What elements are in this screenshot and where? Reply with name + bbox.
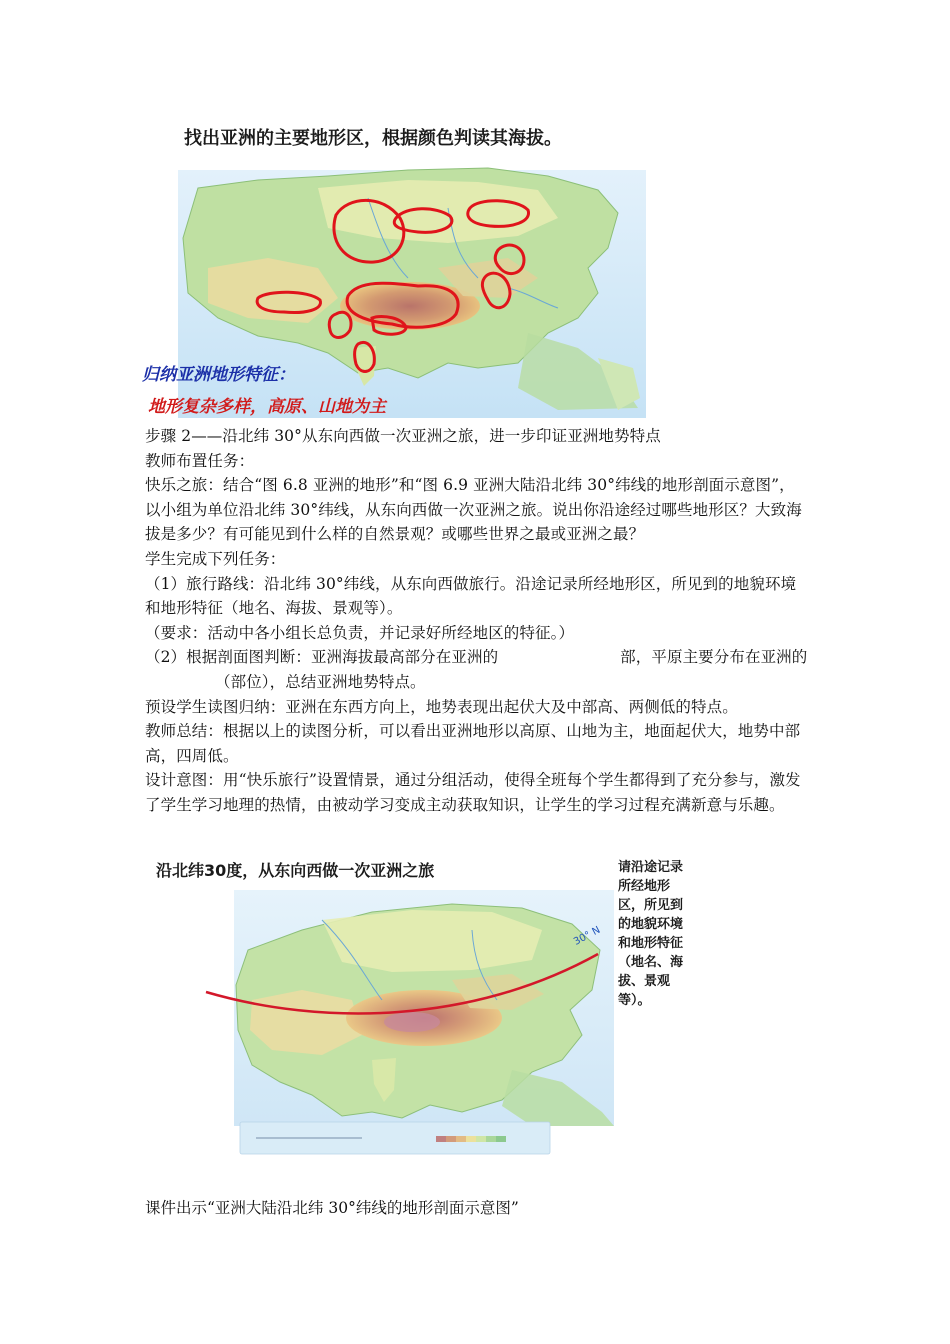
task-requirement: （要求：活动中各小组长总负责，并记录好所经地区的特征。） [145,623,575,642]
task-item-2-part-b: 部，平原主要分布在亚洲的 [620,648,808,667]
teacher-summary-paragraph: 教师总结：根据以上的读图分析，可以看出亚洲地形以高原、山地为主，地面起伏大，地势中部高，四周低。 [145,722,801,765]
figure1-summary-text: 地形复杂多样，高原、山地为主 [148,397,386,417]
student-task-label: 学生完成下列任务： [145,549,286,568]
happy-trip-paragraph: 快乐之旅：结合“图 6.8 亚洲的地形”和“图 6.9 亚洲大陆沿北纬 30°纬线的地形剖面示意图”，以小组为单位沿北纬 30°纬线，从东向西做一次亚洲之旅。说出你沿途经过哪些地形区？大致海拔是多少？有可能见到什么样的自然景观？或哪些世界之最或亚洲之最？ [145,476,802,544]
preset-paragraph: 预设学生读图归纳：亚洲在东西方向上，地势表现出起伏大及中部高、两侧低的特点。 [145,697,738,716]
task-item-2-part-a: （2）根据剖面图判断：亚洲海拔最高部分在亚洲的 [145,648,499,667]
figure1-summary-title: 归纳亚洲地形特征： [142,365,295,385]
latitude-label: 30° N [572,924,603,948]
figure2-side-note: 请沿途记录所经地形区，所见到的地貌环境和地形特征（地名、海拔、景观等）。 [618,860,684,1008]
design-intent-paragraph: 设计意图：用“快乐旅行”设置情景，通过分组活动，使得全班每个学生都得到了充分参与，激发了学生学习地理的热情，由被动学习变成主动获取知识，让学生的学习过程充满新意与乐趣。 [145,771,801,814]
task-item-2-part-c: （部位），总结亚洲地势特点。 [215,672,426,691]
courseware-caption: 课件出示“亚洲大陆沿北纬 30°纬线的地形剖面示意图” [145,1199,519,1217]
task-item-2 [145,645,810,694]
figure2-title: 沿北纬30度，从东向西做一次亚洲之旅 [156,861,435,880]
latitude-30-trip-figure [152,850,692,1162]
teacher-task-label: 教师布置任务： [145,451,255,470]
step2-heading: 步骤 2——沿北纬 30°从东向西做一次亚洲之旅，进一步印证亚洲地势特点 [145,427,661,445]
task-item-1: （1）旅行路线：沿北纬 30°纬线，从东向西做旅行。沿途记录所经地形区，所见到的地貌环境和地形特征（地名、海拔、景观等）。 [145,574,797,618]
asia-latitude-map [152,850,692,1162]
figure1-caption: 找出亚洲的主要地形区，根据颜色判读其海拔。 [184,128,562,149]
asia-terrain-figure [142,118,646,418]
lesson-body [145,424,810,818]
